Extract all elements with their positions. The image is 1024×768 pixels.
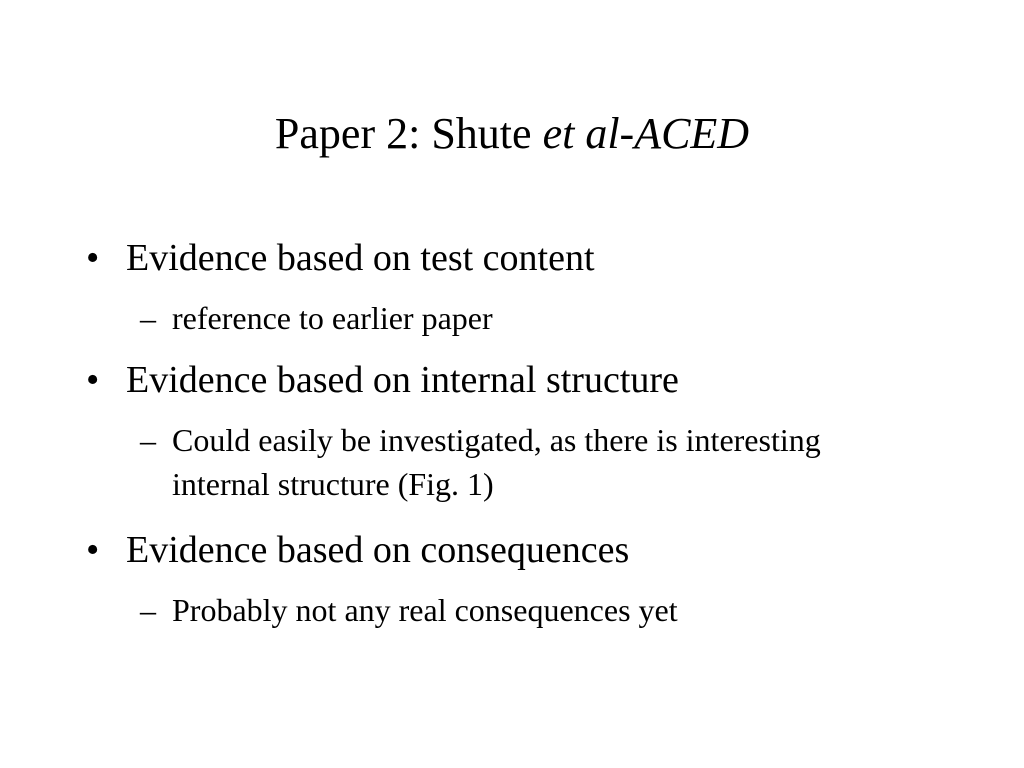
bullet-text: Evidence based on test content: [126, 237, 595, 279]
sub-bullet-text: Probably not any real consequences yet: [172, 592, 678, 628]
title-text: Paper 2: Shute: [274, 109, 543, 158]
sub-bullet-text: Could easily be investigated, as there is interesting internal structure (Fig. 1): [172, 422, 821, 502]
dash-icon: –: [140, 592, 156, 628]
dash-icon: –: [140, 422, 156, 458]
bullet-icon: •: [86, 359, 100, 401]
sub-bullet-text: reference to earlier paper: [172, 300, 493, 336]
title-italic-text: et al-ACED: [542, 109, 750, 158]
slide-title: [0, 104, 1024, 164]
bullet-icon: •: [86, 237, 100, 279]
bullet-text: Evidence based on internal structure: [126, 359, 679, 401]
bullet-icon: •: [86, 529, 100, 571]
bullet-text: Evidence based on consequences: [126, 529, 630, 571]
dash-icon: –: [140, 300, 156, 336]
